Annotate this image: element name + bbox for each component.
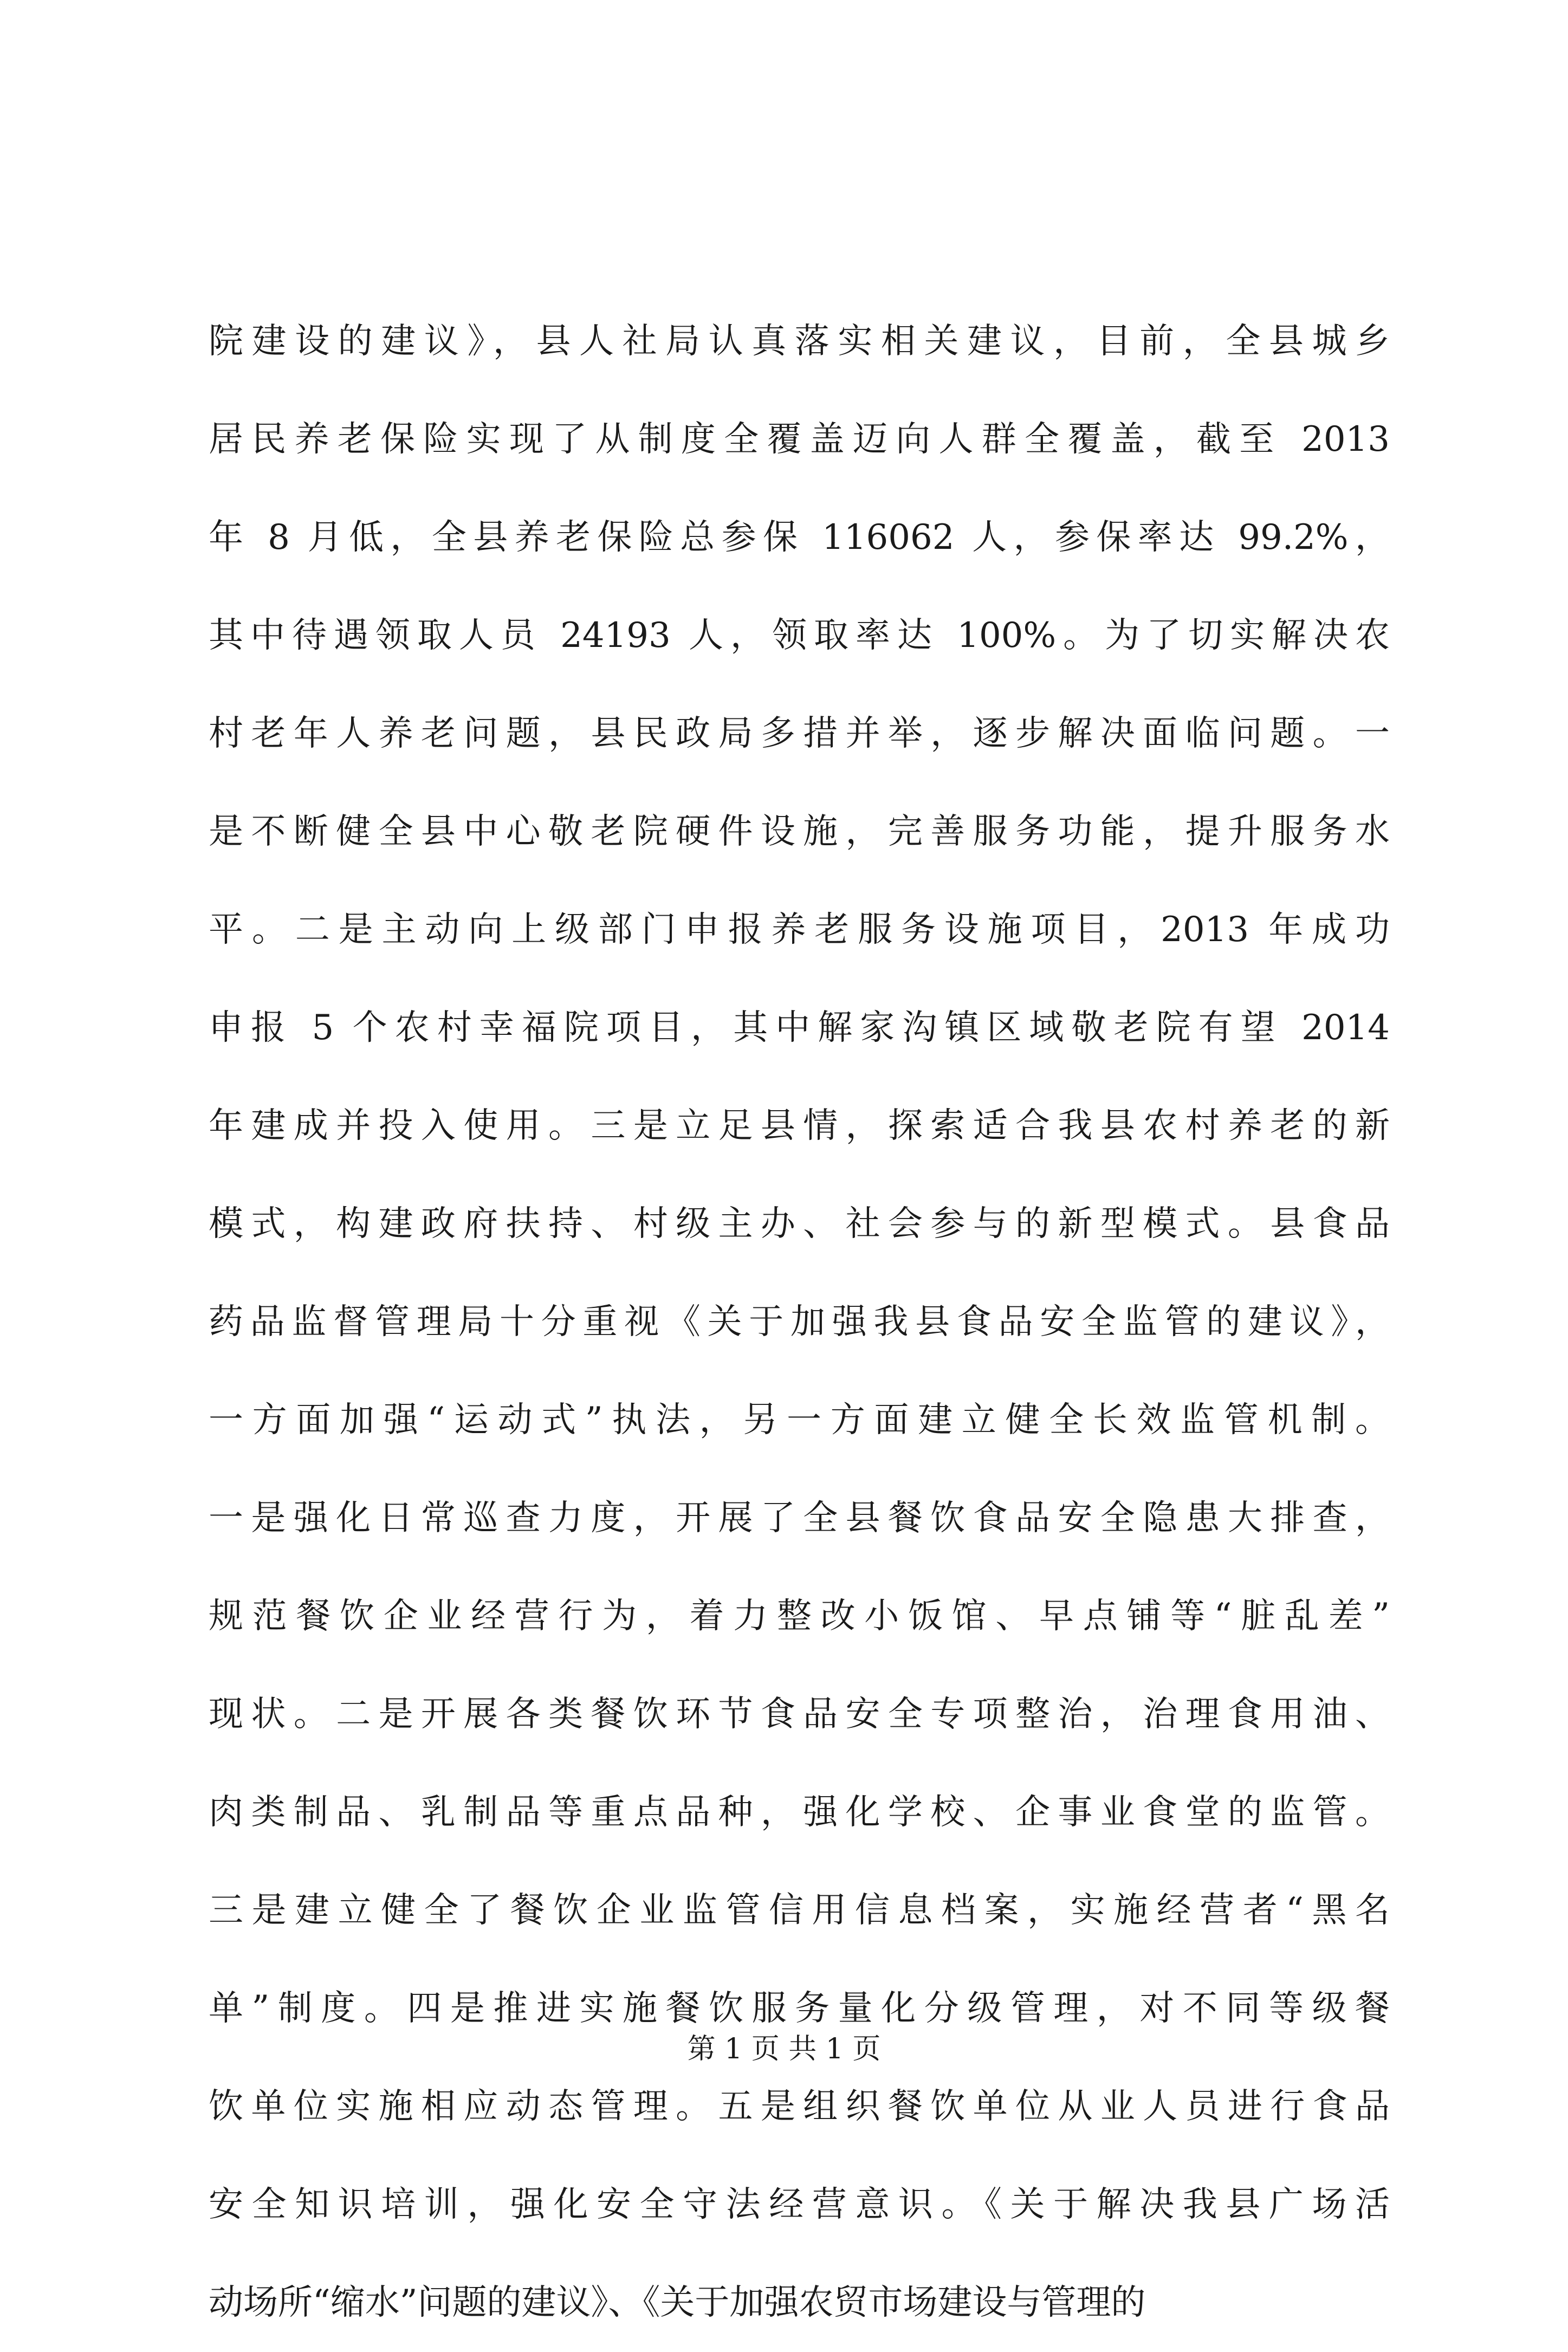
page-footer: 第 1 页 共 1 页 bbox=[687, 2033, 881, 2065]
text-line: 肉类制品、乳制品等重点品种，强化学校、企事业食堂的监管。 bbox=[209, 1792, 1390, 1832]
text-line: 申报 5 个农村幸福院项目，其中解家沟镇区域敬老院有望 2014 bbox=[209, 1008, 1390, 1048]
text-line: 饮单位实施相应动态管理。五是组织餐饮单位从业人员进行食品 bbox=[209, 2087, 1390, 2127]
text-line: 三是建立健全了餐饮企业监管信用信息档案，实施经营者“黑名 bbox=[209, 1890, 1390, 1930]
text-line: 院建设的建议》，县人社局认真落实相关建议，目前，全县城乡 bbox=[209, 321, 1390, 361]
text-line: 单”制度。四是推进实施餐饮服务量化分级管理，对不同等级餐 bbox=[209, 1988, 1390, 2029]
text-line: 平。二是主动向上级部门申报养老服务设施项目，2013 年成功 bbox=[209, 910, 1390, 950]
text-line: 年建成并投入使用。三是立足县情，探索适合我县农村养老的新 bbox=[209, 1106, 1390, 1146]
text-line: 村老年人养老问题，县民政局多措并举，逐步解决面临问题。一 bbox=[209, 714, 1390, 754]
text-line: 安全知识培训，强化安全守法经营意识。《关于解决我县广场活 bbox=[209, 2185, 1390, 2225]
text-line: 现状。二是开展各类餐饮环节食品安全专项整治，治理食用油、 bbox=[209, 1694, 1390, 1734]
text-line: 模式，构建政府扶持、村级主办、社会参与的新型模式。县食品 bbox=[209, 1204, 1390, 1244]
text-line: 其中待遇领取人员 24193 人，领取率达 100%。为了切实解决农 bbox=[209, 615, 1390, 656]
text-line: 居民养老保险实现了从制度全覆盖迈向人群全覆盖，截至 2013 bbox=[209, 419, 1390, 459]
text-line: 年 8 月低，全县养老保险总参保 116062 人，参保率达 99.2%， bbox=[209, 517, 1390, 558]
text-line: 一方面加强“运动式”执法，另一方面建立健全长效监管机制。 bbox=[209, 1400, 1390, 1440]
text-line: 动场所“缩水”问题的建议》、《关于加强农贸市场建设与管理的 bbox=[209, 2283, 1146, 2323]
text-line: 是不断健全县中心敬老院硬件设施，完善服务功能，提升服务水 bbox=[209, 812, 1390, 852]
text-line: 药品监督管理局十分重视《关于加强我县食品安全监管的建议》， bbox=[209, 1302, 1390, 1342]
text-line: 一是强化日常巡查力度，开展了全县餐饮食品安全隐患大排查， bbox=[209, 1498, 1390, 1538]
text-line: 规范餐饮企业经营行为，着力整改小饭馆、早点铺等“脏乱差” bbox=[209, 1596, 1390, 1636]
